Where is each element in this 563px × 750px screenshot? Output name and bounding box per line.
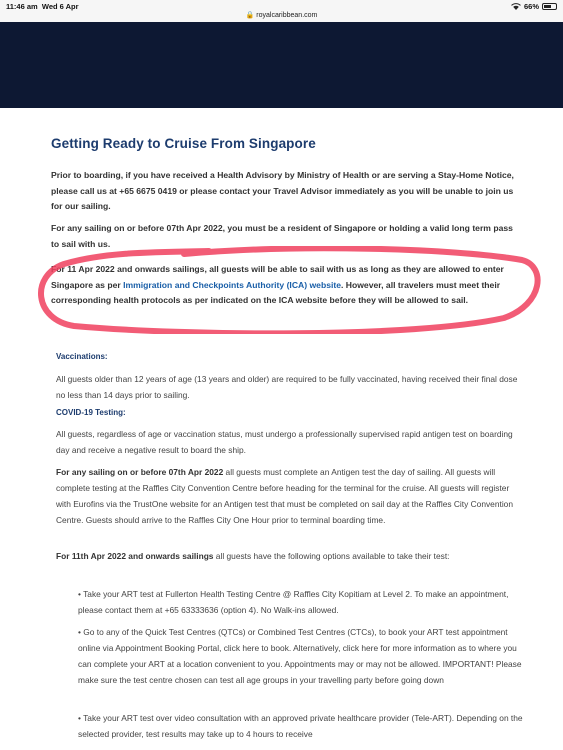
status-time-date: 11:46 am Wed 6 Apr [6, 2, 79, 11]
battery-percent: 66% [523, 2, 539, 11]
vaccinations-heading: Vaccinations: [56, 352, 108, 361]
ica-website-link[interactable]: Immigration and Checkpoints Authority (ICA) website [123, 279, 342, 290]
covid-testing-heading: COVID-19 Testing: [56, 408, 126, 417]
lock-icon: 🔒 [245, 12, 255, 19]
hero-banner [0, 22, 563, 108]
address-bar[interactable] [0, 11, 563, 19]
option-list-item: • Take your ART test over video consultation with an approved private healthcare provider (Tele-ART). Depending on the selected provider, test results may take up to 4 hours to receive [78, 713, 523, 739]
highlight-annotation [34, 246, 542, 334]
page-title: Getting Ready to Cruise From Singapore [51, 136, 316, 151]
status-indicators [511, 2, 557, 11]
url-text: royalcaribbean.com [256, 12, 318, 19]
any-sailing-paragraph: For any sailing on or before 07th Apr 2022 all guests must complete an Antigen test the day of sailing. All guests will complete testing at the Raffles City Convention Centre before heading for the terminal for the cruise. All guests will register with Eurofins via the TrustOne website for an Antigen test that must be completed on sail day at the Raffles City Convention Centre. Guests should arrive to the Raffles City One Hour prior to terminal boarding time. [56, 467, 513, 525]
residency-paragraph: For any sailing on or before 07th Apr 2022, you must be a resident of Singapore or holding a valid long term pass to sail with us. [51, 223, 513, 249]
status-bar [0, 0, 563, 22]
new-sailing-paragraph: For 11th Apr 2022 and onwards sailings all guests have the following options available to take their test: [56, 551, 450, 561]
covid-testing-text: All guests, regardless of age or vaccination status, must undergo a professionally supervised rapid antigen test on boarding day and receive a negative result to board the ship. [56, 429, 513, 455]
wifi-icon [511, 3, 521, 10]
option-list-item: • Go to any of the Quick Test Centres (QTCs) or Combined Test Centres (CTCs), to book your ART test appointment online via Appointment Booking Portal, click here to book. Alternatively, click here for more information as to where you can complete your ART at a location convenient to you. Appointments may or may not be allowed. IMPORTANT! Please make sure the test centre chosen can test all age groups in your travelling party before going down [78, 627, 522, 685]
vaccinations-text: All guests older than 12 years of age (13 years and older) are required to be fully vaccinated, having received their final dose no less than 14 days prior to sailing. [56, 374, 518, 400]
option-list-item: • Take your ART test at Fullerton Health Testing Centre @ Raffles City Kopitiam at Level 2. To make an appointment, please contact them at +65 63333636 (option 4). No Walk-ins allowed. [78, 589, 509, 615]
battery-icon [542, 3, 557, 10]
health-advisory-paragraph: Prior to boarding, if you have received a Health Advisory by Ministry of Health or are serving a Stay-Home Notice, please call us at +65 6675 0419 or please contact your Travel Advisor immediately as you will be unable to join us for our sailing. [51, 170, 514, 211]
ica-paragraph: For 11 Apr 2022 and onwards sailings, all guests will be able to sail with us as long as they are allowed to enter Singapore as per Immigration and Checkpoints Authority (ICA) website. However, all travelers must meet their corresponding health protocols as per indicated on the ICA website before they will be allowed to sail. [51, 264, 504, 305]
